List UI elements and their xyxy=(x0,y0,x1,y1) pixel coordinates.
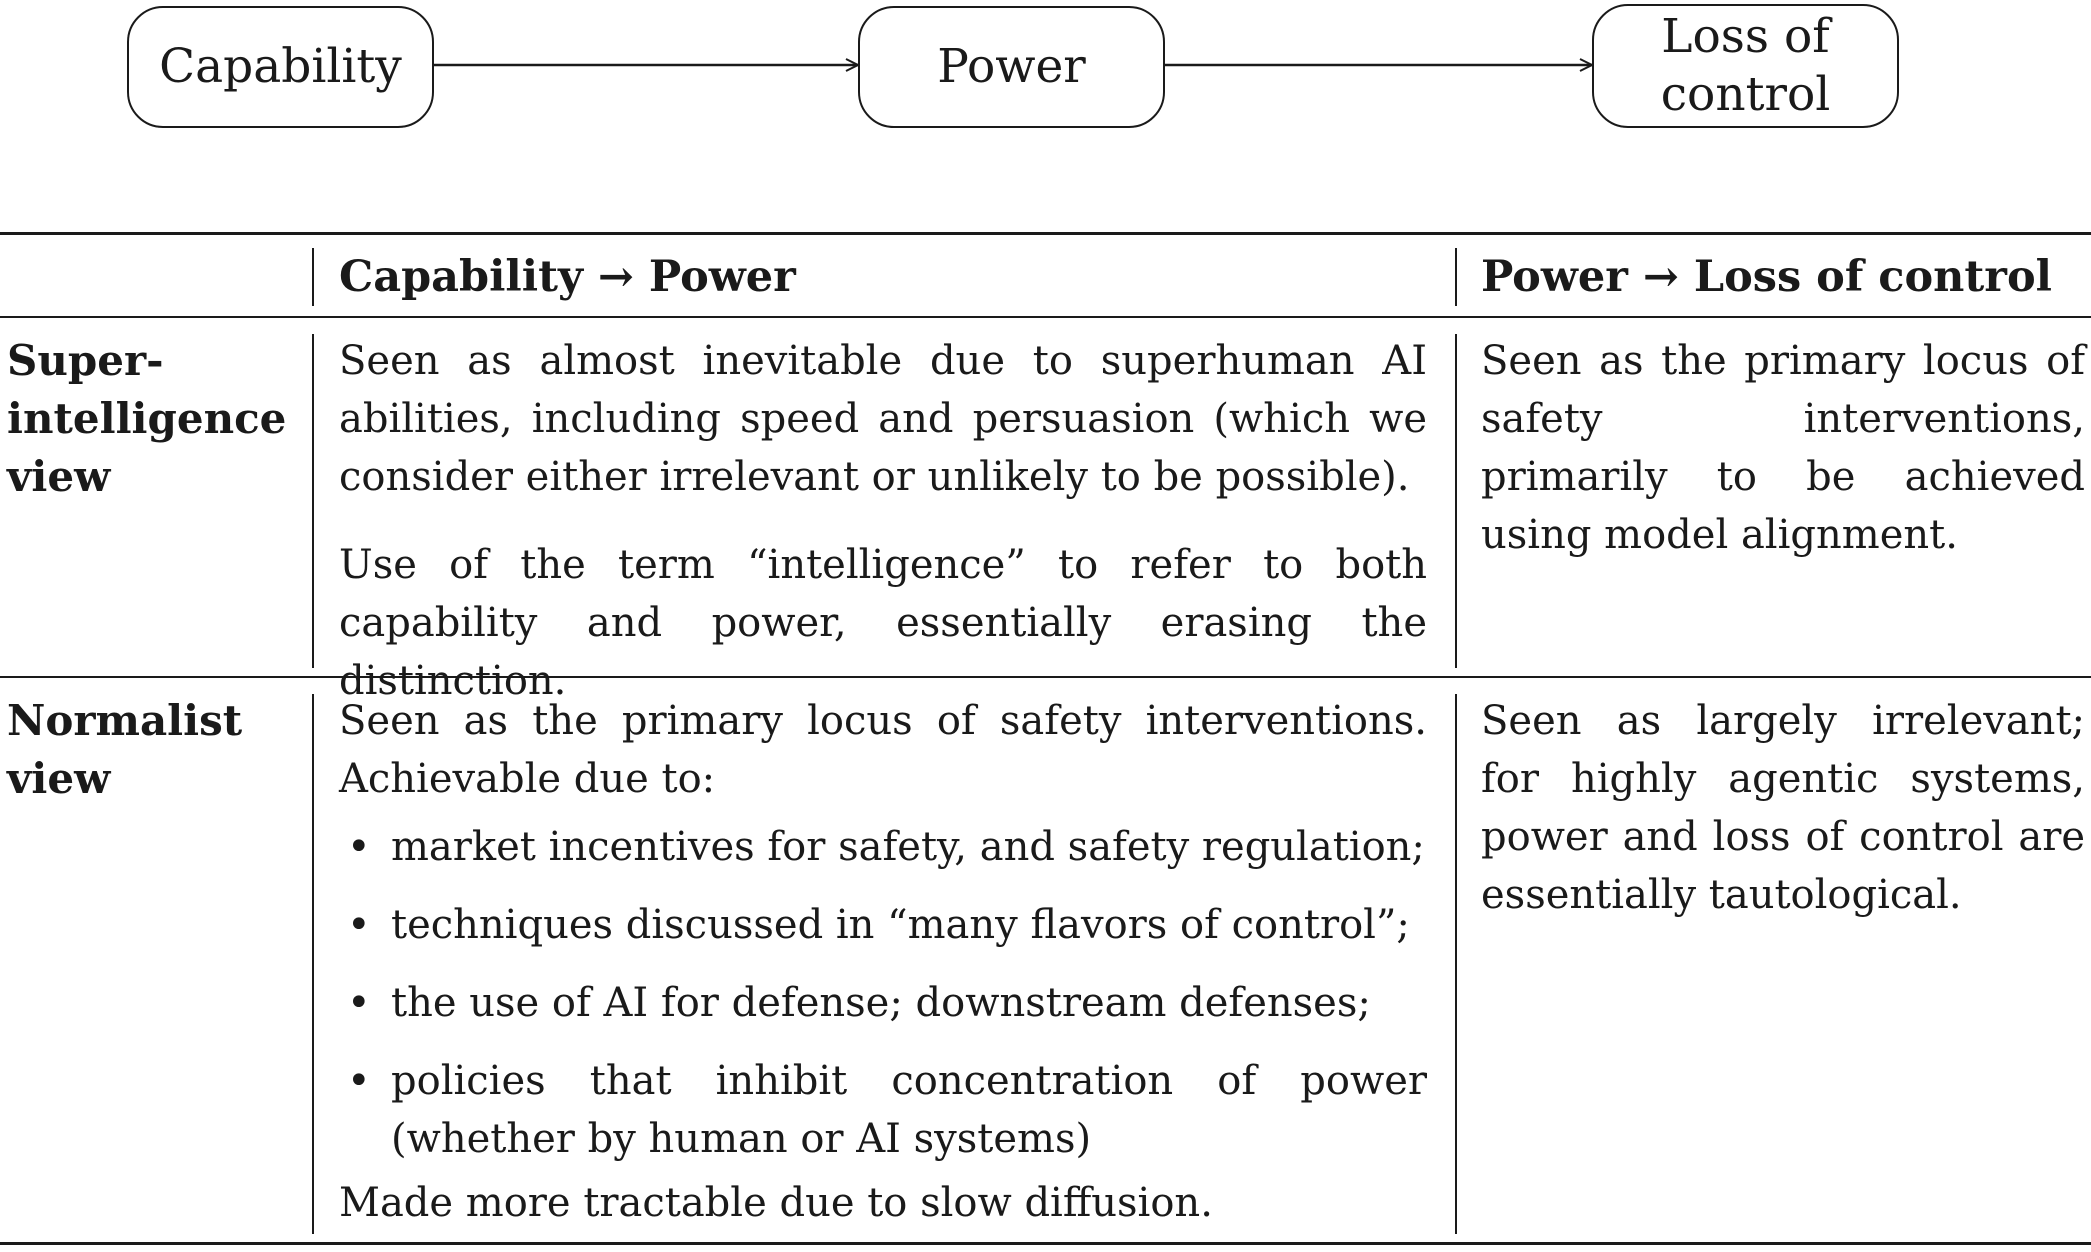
bullet-icon: • xyxy=(347,980,371,1026)
row1-col1-separator xyxy=(312,334,314,668)
node-power-label: Power xyxy=(937,39,1086,94)
normalist-capability-power-cell xyxy=(339,692,1427,1232)
list-item xyxy=(339,1052,1427,1168)
normalist-power-loss-cell: Seen as largely irrelevant; for highly agentic systems, power and loss of control are essentially tautological. xyxy=(1481,698,2085,918)
bullet-icon: • xyxy=(347,902,371,948)
row2-col2-separator xyxy=(1455,694,1457,1234)
list-item-text: market incentives for safety, and safety regulation; xyxy=(391,824,1425,870)
list-item xyxy=(339,896,1427,954)
bullet-icon: • xyxy=(347,1058,371,1104)
cell-paragraph: Use of the term “intelligence” to refer to both capability and power, essentially erasing the distinction. xyxy=(339,542,1427,704)
node-capability xyxy=(127,6,434,128)
node-loss-of-control xyxy=(1592,4,1899,128)
node-capability-label: Capability xyxy=(159,39,402,94)
row-label-superintelligence-view xyxy=(7,332,307,506)
table-top-rule xyxy=(0,232,2091,235)
list-item xyxy=(339,974,1427,1032)
header-col1-separator xyxy=(312,248,314,306)
row-label-line: view xyxy=(7,754,111,803)
bullet-list xyxy=(339,818,1427,1168)
header-col2-separator xyxy=(1455,248,1457,306)
bullet-icon: • xyxy=(347,824,371,870)
row-label-line: Super- xyxy=(7,336,164,385)
node-loss-label-line1: Loss of xyxy=(1661,9,1830,64)
column-header-capability-power: Capability → Power xyxy=(339,252,796,302)
table-header-rule xyxy=(0,316,2091,318)
superintelligence-capability-power-cell xyxy=(339,332,1427,710)
list-item xyxy=(339,818,1427,876)
node-loss-label-line2: control xyxy=(1660,67,1831,122)
row1-col2-separator xyxy=(1455,334,1457,668)
row-label-line: intelligence xyxy=(7,394,287,443)
row-label-normalist-view xyxy=(7,692,307,808)
list-item-text: techniques discussed in “many flavors of control”; xyxy=(391,902,1410,948)
table-bottom-rule xyxy=(0,1242,2091,1245)
cell-outro: Made more tractable due to slow diffusion. xyxy=(339,1180,1213,1226)
row2-col1-separator xyxy=(312,694,314,1234)
cell-paragraph: Seen as almost inevitable due to superhuman AI abilities, including speed and persuasion (which we consider either irrelevant or unlikely to be possible). xyxy=(339,338,1427,500)
row-label-line: view xyxy=(7,452,111,501)
superintelligence-power-loss-cell: Seen as the primary locus of safety interventions, primarily to be achieved using model alignment. xyxy=(1481,338,2085,558)
list-item-text: policies that inhibit concentration of power (whether by human or AI systems) xyxy=(391,1058,1427,1162)
cell-intro: Seen as the primary locus of safety interventions. Achievable due to: xyxy=(339,698,1427,802)
node-power xyxy=(858,6,1165,128)
row-label-line: Normalist xyxy=(7,696,243,745)
column-header-power-loss-of-control: Power → Loss of control xyxy=(1481,252,2052,302)
list-item-text: the use of AI for defense; downstream defenses; xyxy=(391,980,1371,1026)
